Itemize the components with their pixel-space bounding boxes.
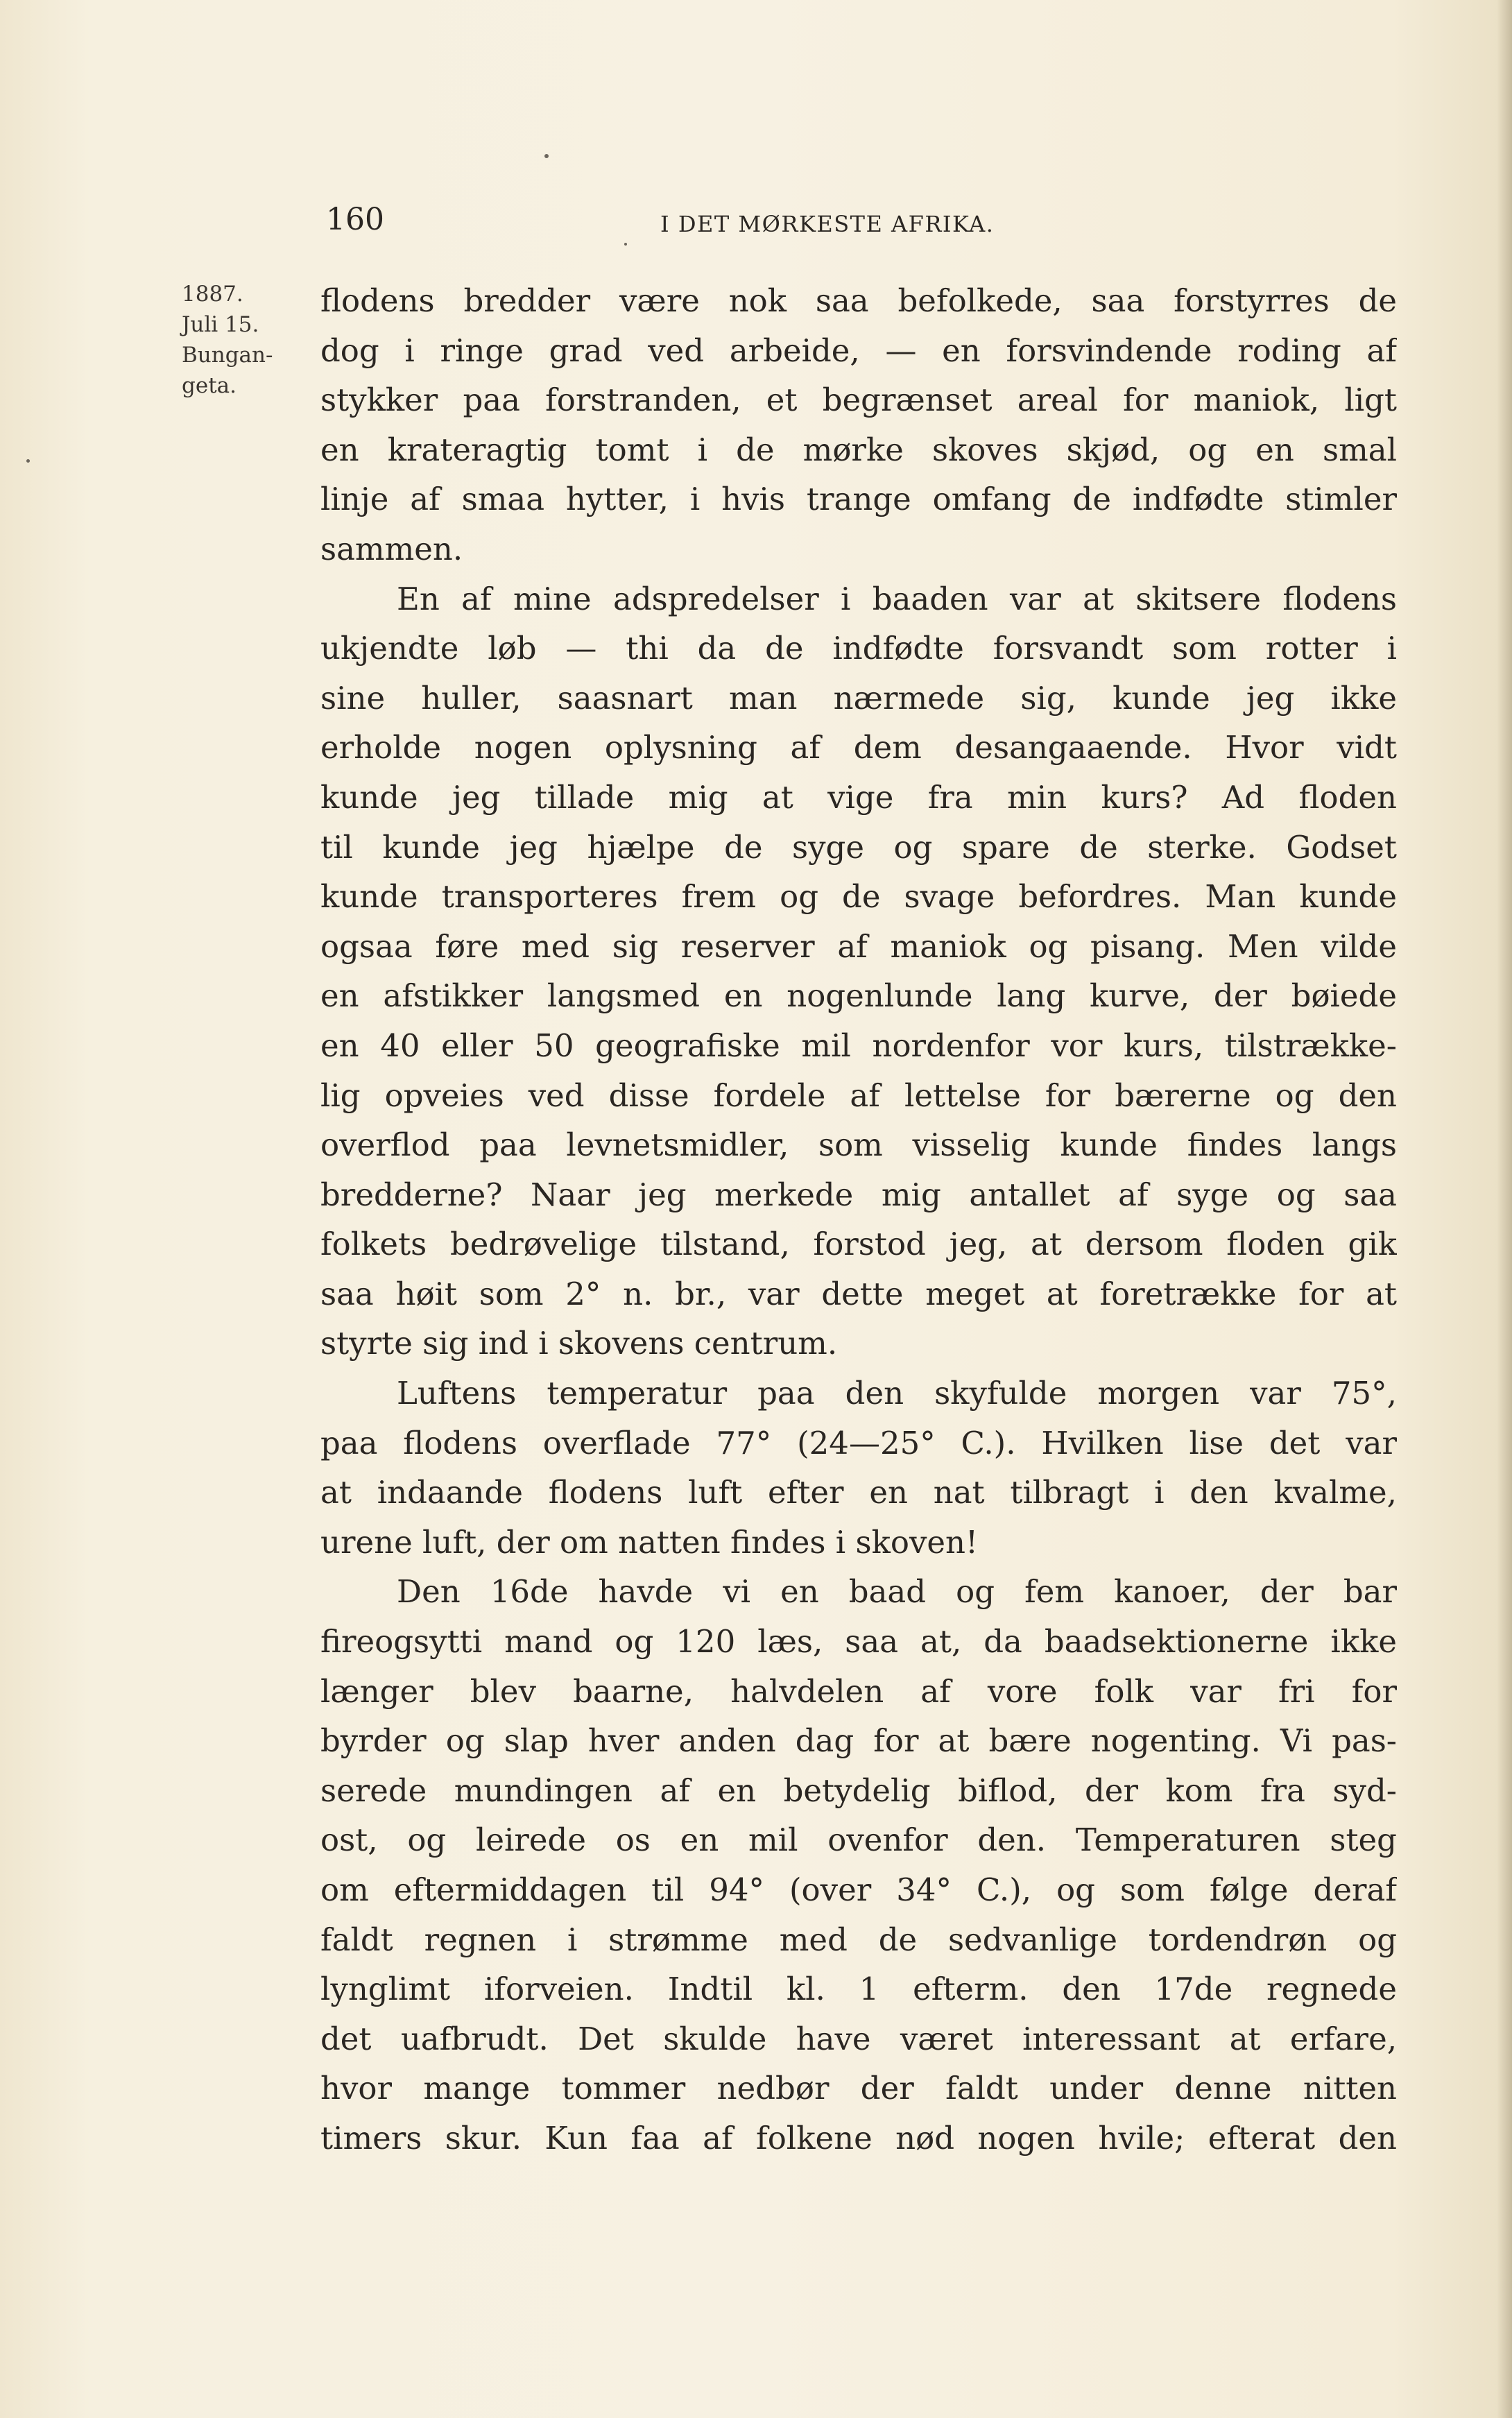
text-line: Den 16de havde vi en baad og fem kanoer, der bar [397, 1573, 1397, 1611]
text-line: En af mine adspredelser i baaden var at skitsere flodens [397, 580, 1397, 617]
text-line: kunde jeg tillade mig at vige fra min kurs? Ad floden [320, 778, 1397, 816]
text-line: en afstikker langsmed en nogenlunde lang kurve, der bøiede [320, 977, 1397, 1015]
text-line: længer blev baarne, halvdelen af vore folk var fri for [320, 1672, 1397, 1710]
margin-note [182, 279, 320, 401]
margin-note-year: 1887. [182, 282, 243, 307]
text-line: lynglimt iforveien. Indtil kl. 1 efterm. den 17de regnede [320, 1971, 1397, 2008]
body-text [320, 276, 1397, 2163]
text-line: kunde transporteres frem og de svage befordres. Man kunde [320, 878, 1397, 916]
text-line: ost, og leirede os en mil ovenfor den. Temperaturen steg [320, 1821, 1397, 1859]
text-line: saa høit som 2° n. br., var dette meget at foretrække for at [320, 1275, 1397, 1312]
text-line: til kunde jeg hjælpe de syge og spare de sterke. Godset [320, 828, 1397, 866]
text-line: fireogsytti mand og 120 læs, saa at, da baadsektionerne ikke [320, 1623, 1397, 1661]
text-line: det uafbrudt. Det skulde have været interessant at erfare, [320, 2020, 1397, 2057]
page-header [326, 196, 1408, 244]
text-line: styrte sig ind i skovens centrum. [320, 1325, 838, 1362]
text-line: hvor mange tommer nedbør der faldt under denne nitten [320, 2070, 1397, 2107]
text-line: faldt regnen i strømme med de sedvanlige tordendrøn og [320, 1921, 1397, 1958]
text-line: paa flodens overflade 77° (24—25° C.). Hvilken lise det var [320, 1424, 1397, 1461]
text-line: sine huller, saasnart man nærmede sig, kunde jeg ikke [320, 679, 1397, 717]
text-line: linje af smaa hytter, i hvis trange omfang de indfødte stimler [320, 481, 1397, 518]
text-line: sammen. [320, 530, 463, 567]
text-line: ukjendte løb — thi da de indfødte forsvandt som rotter i [320, 630, 1397, 667]
text-line: timers skur. Kun faa af folkene nød nogen hvile; efterat den [320, 2119, 1397, 2157]
text-line: en krateragtig tomt i de mørke skoves skjød, og en smal [320, 431, 1397, 468]
text-line: byrder og slap hver anden dag for at bære nogenting. Vi pas- [320, 1722, 1397, 1760]
text-line: om eftermiddagen til 94° (over 34° C.), og som følge deraf [320, 1871, 1397, 1908]
ink-speck [544, 154, 549, 158]
text-line: flodens bredder være nok saa befolkede, saa forstyrres de [320, 282, 1397, 319]
ink-speck [26, 459, 30, 463]
running-head: I DET MØRKESTE AFRIKA. [660, 211, 995, 237]
text-line: stykker paa forstranden, et begrænset areal for maniok, ligt [320, 381, 1397, 419]
page-number: 160 [326, 202, 384, 237]
margin-note-date: Juli 15. [182, 312, 259, 337]
text-line: erholde nogen oplysning af dem desangaaende. Hvor vidt [320, 729, 1397, 766]
text-line: ogsaa føre med sig reserver af maniok og pisang. Men vilde [320, 927, 1397, 965]
margin-note-place-cont: geta. [182, 373, 237, 398]
text-line: lig opveies ved disse fordele af lettelse for bærerne og den [320, 1077, 1397, 1114]
page-edge-shadow [1497, 0, 1512, 2418]
text-line: dog i ringe grad ved arbeide, — en forsvindende roding af [320, 332, 1397, 369]
margin-note-place: Bungan- [182, 343, 273, 368]
text-line: urene luft, der om natten findes i skoven! [320, 1523, 979, 1561]
text-line: at indaande flodens luft efter en nat tilbragt i den kvalme, [320, 1474, 1397, 1511]
text-line: en 40 eller 50 geografiske mil nordenfor vor kurs, tilstrække- [320, 1027, 1397, 1064]
text-line: overflod paa levnetsmidler, som visselig kunde findes langs [320, 1126, 1397, 1164]
text-line: bredderne? Naar jeg merkede mig antallet af syge og saa [320, 1176, 1397, 1213]
text-line: serede mundingen af en betydelig biflod, der kom fra syd- [320, 1772, 1397, 1809]
text-line: Luftens temperatur paa den skyfulde morgen var 75°, [397, 1375, 1397, 1412]
text-line: folkets bedrøvelige tilstand, forstod jeg, at dersom floden gik [320, 1226, 1397, 1263]
